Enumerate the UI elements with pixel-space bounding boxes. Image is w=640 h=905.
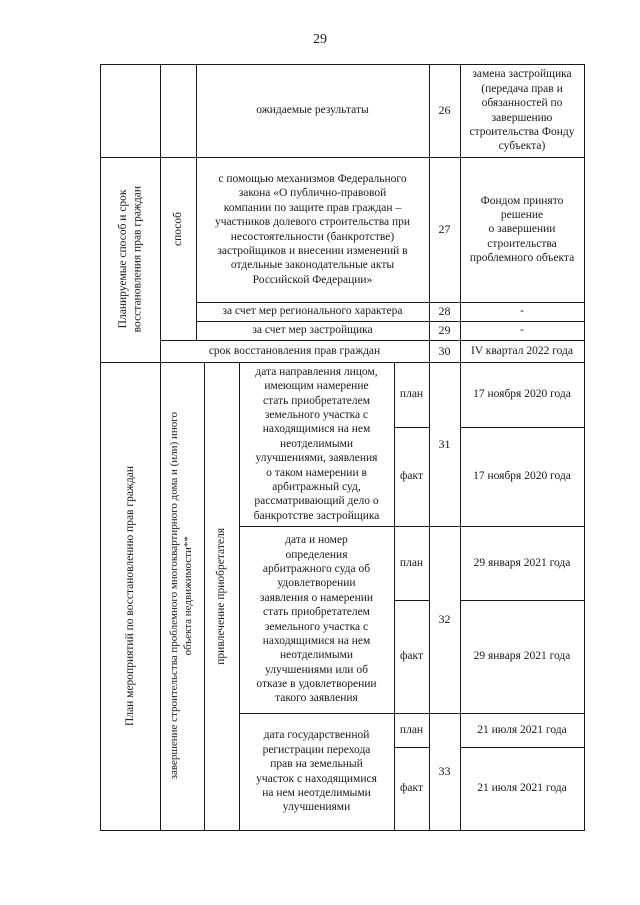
row-32-number: 32: [438, 612, 451, 626]
planned-method-label: Планируемые способ и срок восстановления прав граждан: [116, 186, 143, 333]
row-30-number: 30: [438, 343, 451, 358]
row-33-fact-label: факт: [399, 782, 424, 795]
row-31-fact-value: 17 ноября 2020 года: [473, 470, 571, 483]
row-27-description: с помощью механизмов Федерального закона «О публично-правовой компании по защите прав граждан – участников долевого строительства при несостоятельности (банкротстве) застройщиков и внесении изменений в отдельные законодательные акты Российской Федерации»: [214, 173, 411, 286]
completion-label: завершение строительства проблемного многоквартирного дома и (или) иного объекта недвижимости**: [168, 412, 194, 780]
plan-of-measures-label: План мероприятий по восстановлению прав граждан: [123, 465, 136, 726]
row-26-value: замена застройщика (передача прав и обязанностей по завершению строительства Фонду субъекта): [469, 68, 575, 153]
row-27-value: Фондом принято решение о завершении строительства проблемного объекта: [469, 194, 575, 265]
row-29-description: за счет мер застройщика: [252, 324, 373, 337]
row-31-fact-label: факт: [399, 470, 424, 483]
row-31-description: дата направления лицом, имеющим намерение стать приобретателем земельного участка с находящимися на нем неотделимыми улучшениями, заявления о таком намерении в арбитражный суд, рассматривающий дело о банкротстве застройщика: [253, 365, 380, 522]
row-31-plan-value: 17 ноября 2020 года: [473, 388, 571, 401]
row-32-fact-value: 29 января 2021 года: [473, 650, 571, 663]
row-31-plan-label: план: [399, 388, 424, 401]
row-32-plan-label: план: [399, 556, 424, 569]
method-label: способ: [171, 212, 184, 247]
row-31-number: 31: [438, 436, 451, 451]
attraction-label: привлечение приобретателя: [215, 527, 228, 665]
row-28-value: -: [520, 305, 524, 318]
row-30-value: IV квартал 2022 года: [470, 344, 574, 357]
row-30-description: срок восстановления прав граждан: [208, 344, 381, 357]
row-33-fact-value: 21 июля 2021 года: [477, 782, 567, 795]
row-32-fact-label: факт: [399, 650, 424, 663]
row-33-number: 33: [438, 764, 451, 778]
row-32-description: дата и номер определения арбитражного суда об удовлетворении заявления о намерении стать приобретателем земельного участка с находящимися на нем неотделимыми улучшениями или об отказе в удовлетворении такого заявления: [256, 534, 377, 705]
row-28-number: 28: [438, 304, 451, 318]
row-26-description: ожидаемые результаты: [256, 104, 369, 117]
row-33-plan-value: 21 июля 2021 года: [477, 723, 567, 736]
row-26-number: 26: [438, 103, 451, 117]
row-28-description: за счет мер регионального характера: [222, 305, 403, 318]
row-29-number: 29: [438, 323, 451, 337]
row-33-plan-label: план: [399, 723, 424, 736]
row-33-description: дата государственной регистрации перехода прав на земельный участок с находящимися на нем неотделимыми улучшениями: [256, 729, 377, 814]
row-29-value: -: [520, 324, 524, 337]
row-27-number: 27: [438, 222, 451, 236]
row-32-plan-value: 29 января 2021 года: [473, 556, 571, 569]
page-number: 29: [313, 32, 327, 47]
